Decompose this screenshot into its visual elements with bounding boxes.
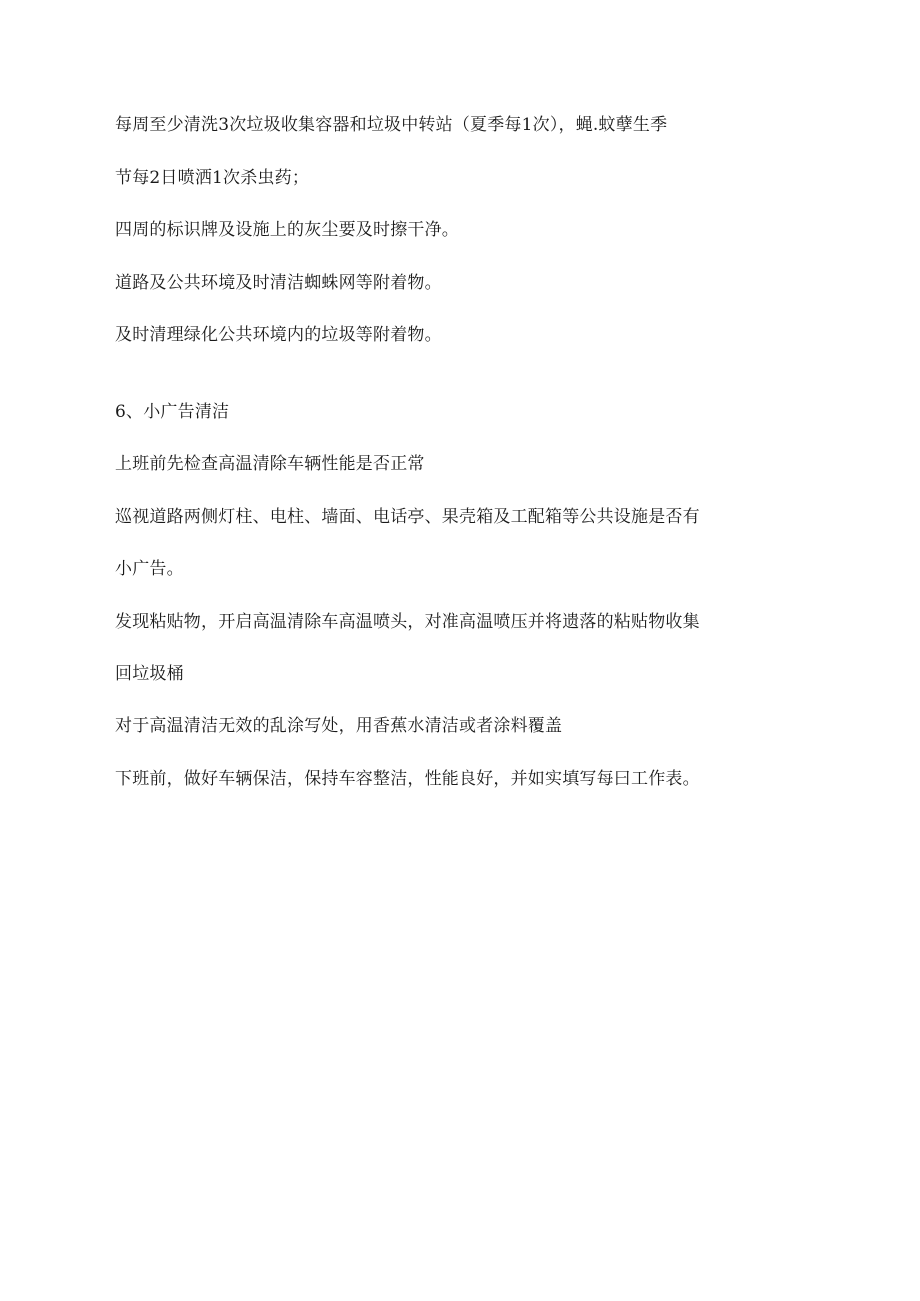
- text-line: 下班前，做好车辆保洁，保持车容整洁，性能良好，并如实填写每曰工作表。: [115, 769, 700, 789]
- text-line: 每周至少清洗3次垃圾收集容器和垃圾中转站（夏季每1次），蝇.蚊孽生季: [115, 115, 668, 135]
- text-line: 节每2日喷洒1次杀虫药；: [115, 168, 310, 188]
- text-line: 巡视道路两侧灯柱、电柱、墙面、电话亭、果壳箱及工配箱等公共设施是否有: [115, 507, 700, 527]
- text-line: 四周的标识牌及设施上的灰尘要及时擦干净。: [115, 220, 459, 240]
- text-line: 发现粘贴物，开启高温清除车高温喷头，对准高温喷压并将遗落的粘贴物收集: [115, 612, 700, 632]
- text-line: 小广告。: [115, 559, 184, 579]
- text-line: 回垃圾桶: [115, 664, 184, 684]
- text-line: 对于高温清洁无效的乱涂写处，用香蕉水清洁或者涂料覆盖: [115, 716, 563, 736]
- text-line: 上班前先检查高温清除车辆性能是否正常: [115, 454, 425, 474]
- section-heading: 6、小广告清洁: [115, 402, 230, 422]
- text-line: 及时清理绿化公共环境内的垃圾等附着物。: [115, 325, 442, 345]
- text-line: 道路及公共环境及时清洁蜘蛛网等附着物。: [115, 273, 442, 293]
